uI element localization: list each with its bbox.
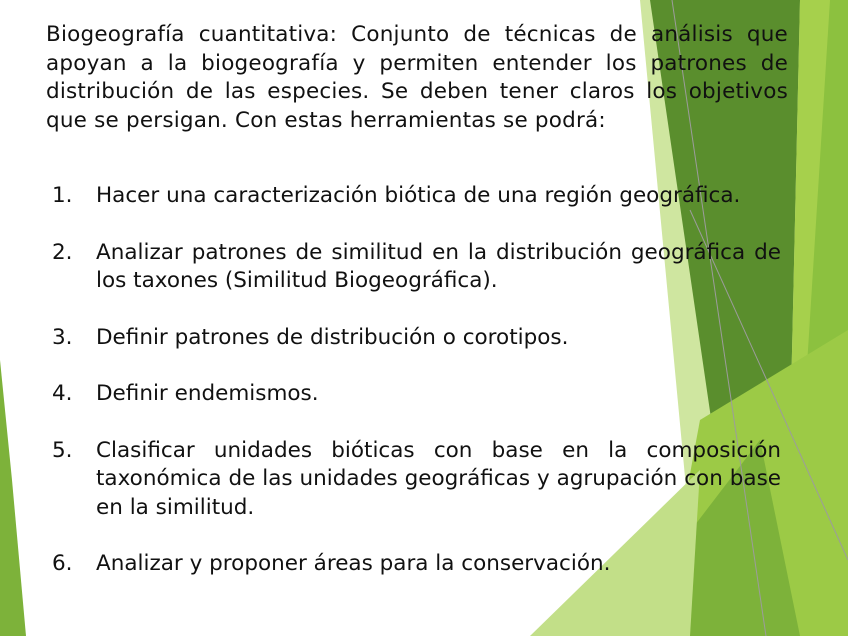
left-green-sliver [0, 360, 26, 636]
list-item-text: Analizar y proponer áreas para la conservación. [96, 551, 611, 576]
intro-paragraph: Biogeografía cuantitativa: Conjunto de técnicas de análisis que apoyan a la biogeografía y permiten entender los patrones de distribución de las especies. Se deben tener claros los objetivos que se persigan. Con estas herramientas se podrá: [46, 22, 788, 133]
list-item-text: Clasificar unidades bióticas con base en la composición taxonómica de las unidades geográficas y agrupación con base en la similitud. [96, 437, 781, 520]
list-item [52, 550, 781, 579]
list-item [52, 239, 781, 296]
list-item [52, 380, 781, 409]
objectives-list [52, 182, 781, 579]
list-item-number: 2. [52, 239, 73, 265]
list-item-text: Definir patrones de distribución o corotipos. [96, 324, 569, 350]
list-item-text: Analizar patrones de similitud en la distribución geográfica de los taxones (Similitud Biogeográfica). [96, 239, 781, 293]
list-item-number: 1. [52, 183, 73, 208]
list-item-number: 4. [52, 381, 73, 406]
list-item-number: 6. [52, 551, 73, 576]
list-item [52, 182, 781, 211]
list-item-number: 3. [52, 324, 73, 350]
list-item-text: Definir endemismos. [96, 381, 319, 406]
list-item [52, 437, 781, 523]
list-item [52, 324, 781, 353]
list-item-number: 5. [52, 437, 73, 463]
list-item-text: Hacer una caracterización biótica de una región geográfica. [96, 183, 741, 208]
